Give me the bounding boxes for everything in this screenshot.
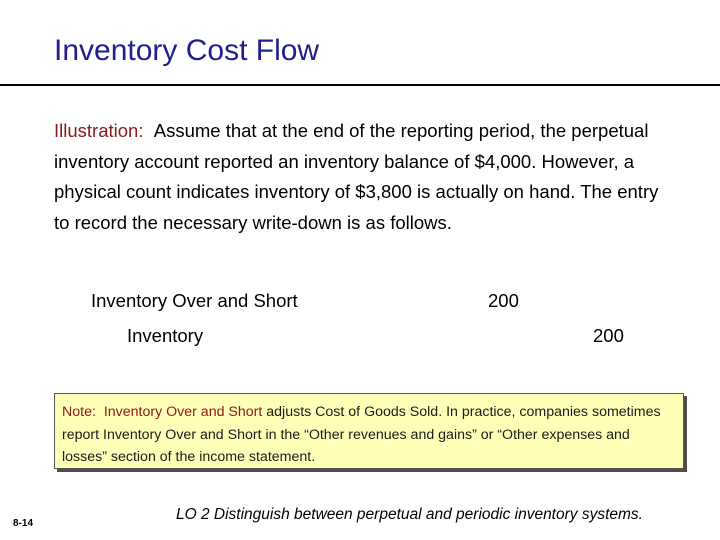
note-label: Note: — [62, 404, 96, 420]
slide-title: Inventory Cost Flow — [54, 34, 320, 67]
credit-amount: 200 — [593, 325, 624, 346]
illustration-paragraph — [54, 116, 664, 238]
slide-number: 8-14 — [13, 518, 34, 529]
debit-account: Inventory Over and Short — [91, 290, 298, 311]
note-box — [54, 393, 684, 469]
credit-account: Inventory — [127, 325, 204, 346]
learning-objective: LO 2 Distinguish between perpetual and periodic inventory systems. — [176, 506, 643, 523]
note-account: Inventory Over and Short — [103, 404, 263, 420]
note-text: adjusts Cost of Goods Sold. In practice, companies sometimes report Inventory Over and Short in the “Other revenues and gains” or “Other expenses and losses” section of the income statement. — [62, 404, 661, 465]
debit-amount: 200 — [488, 290, 519, 311]
illustration-text: Assume that at the end of the reporting period, the perpetual inventory account reported an inventory balance of $4,000. However, a physical count indicates inventory of $3,800 is actually on hand. The entry to record the necessary write-down is as follows. — [54, 120, 659, 233]
illustration-label: Illustration: — [54, 120, 144, 141]
title-divider — [0, 84, 720, 86]
